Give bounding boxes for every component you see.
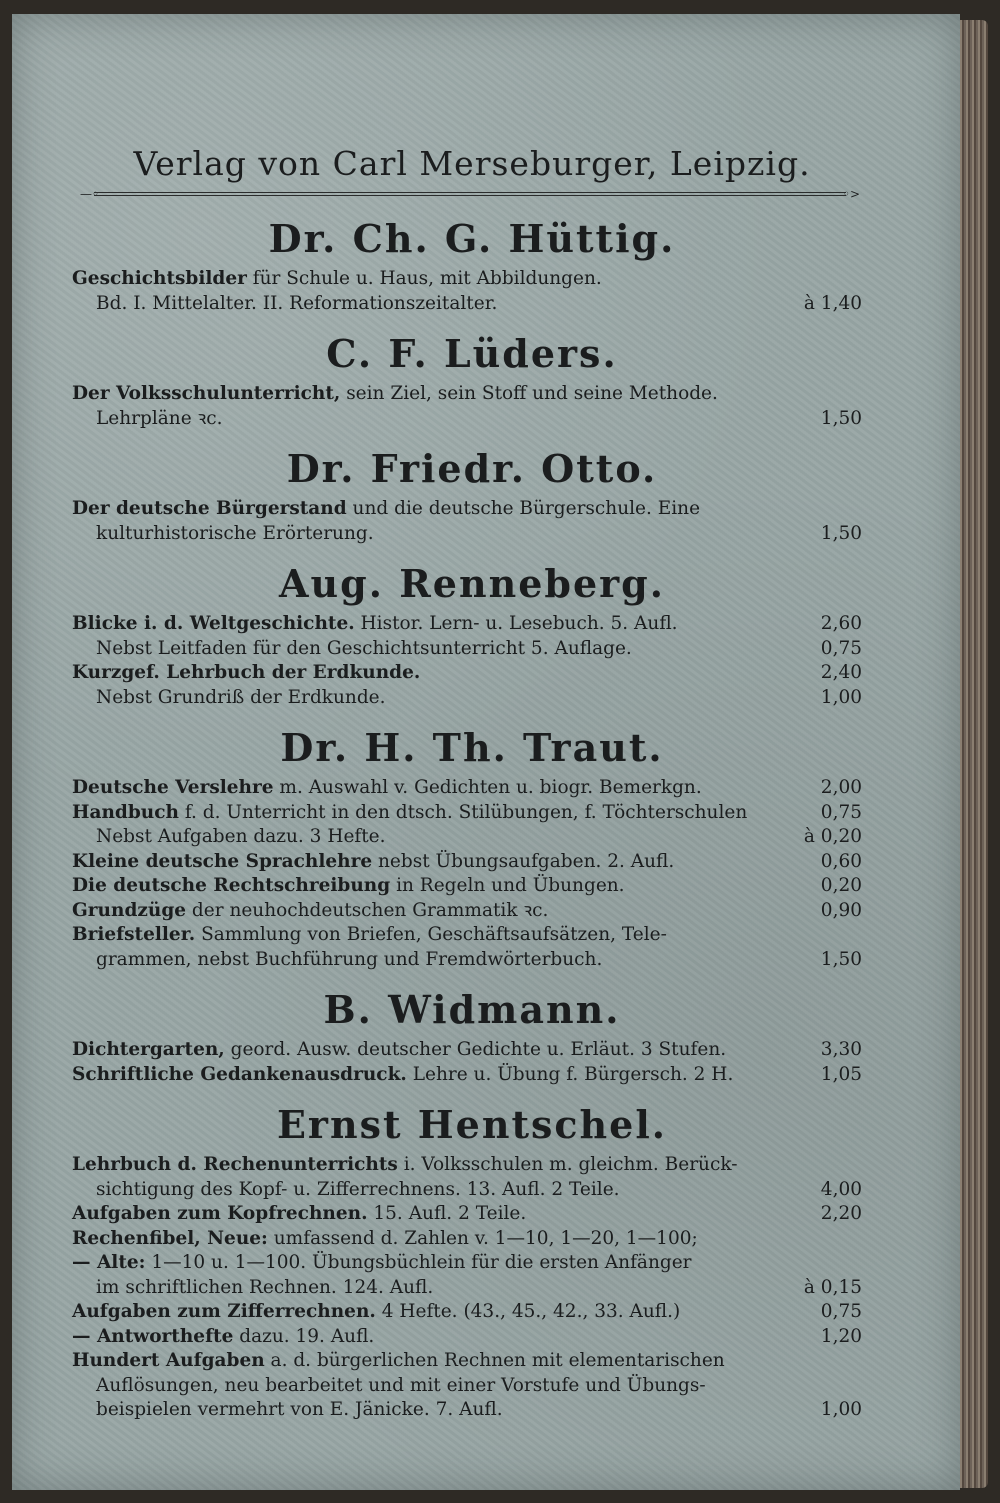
entry-description: Lehre u. Übung f. Bürgersch. 2 H.: [406, 1063, 734, 1085]
entry-price: 1,05: [820, 1063, 862, 1085]
entry-text: [72, 923, 872, 948]
entry-text: [72, 612, 872, 637]
entry-price: 2,20: [820, 1203, 862, 1224]
entry-text: [72, 1325, 872, 1350]
entry-price: 1,00: [820, 1399, 862, 1420]
entry-text: [72, 1349, 872, 1374]
author-heading: C. F. Lüders.: [326, 331, 618, 376]
author-section: [72, 330, 872, 431]
catalog-entry-line: [72, 1251, 872, 1276]
entry-price: 1,20: [820, 1325, 862, 1347]
entry-text: [72, 1202, 872, 1227]
author-section: [72, 724, 872, 972]
entry-text: [72, 1038, 872, 1063]
entry-description: sein Ziel, sein Stoff und seine Methode.: [340, 383, 718, 404]
entry-price: 0,75: [820, 801, 862, 823]
author-section: [72, 445, 872, 546]
entry-price: 2,60: [820, 613, 862, 634]
catalog-entry-line: [72, 1063, 872, 1088]
catalog-entry-line: [72, 776, 872, 801]
catalog-entry-line: [72, 292, 872, 317]
entry-description: umfassend d. Zahlen v. 1—10, 1—20, 1—100;: [267, 1227, 698, 1249]
catalog-entry-line: [72, 1325, 872, 1350]
entry-price: 0,20: [820, 875, 862, 896]
publisher-header: Verlag von Carl Merseburger, Leipzig.: [133, 144, 811, 183]
catalog-entry-line: [72, 948, 872, 973]
author-heading: Dr. H. Th. Traut.: [280, 725, 664, 770]
entry-description: sichtigung des Kopf- u. Zifferrechnens. 13. Aufl. 2 Teile.: [96, 1178, 620, 1200]
catalog-entry-line: [72, 382, 872, 407]
entry-title: Handbuch: [72, 801, 179, 823]
entry-price: 0,75: [820, 1301, 862, 1322]
header-rule: [80, 187, 860, 201]
author-section: [72, 560, 872, 710]
entry-text: [72, 522, 872, 547]
entry-text: [72, 497, 872, 522]
rule-ornament-left: —◦: [80, 187, 100, 201]
entry-text: [72, 1374, 872, 1399]
entry-description: Nebst Grundriß der Erdkunde.: [96, 686, 386, 708]
entry-description: 4 Hefte. (43., 45., 42., 33. Aufl.): [375, 1301, 681, 1322]
author-section: [72, 986, 872, 1087]
entry-text: [72, 1398, 872, 1423]
entry-text: [72, 686, 872, 711]
entry-title: Kurzgef. Lehrbuch der Erdkunde.: [72, 662, 421, 683]
entry-text: [72, 407, 872, 432]
entry-description: Nebst Aufgaben dazu. 3 Hefte.: [96, 826, 386, 847]
entry-text: [72, 1063, 872, 1088]
catalog-entry-line: [72, 1276, 872, 1301]
entry-description: Auflösungen, neu bearbeitet und mit einer Vorstufe und Übungs-: [96, 1374, 706, 1396]
catalog-entry-line: [72, 637, 872, 662]
catalog-page: [12, 14, 960, 1490]
entry-description: Lehrpläne ꝛc.: [96, 407, 223, 429]
catalog-entry-line: [72, 874, 872, 899]
entry-description: nebst Übungsaufgaben. 2. Aufl.: [372, 850, 675, 872]
catalog-entry-line: [72, 686, 872, 711]
entry-text: [72, 1251, 872, 1276]
entry-price: 1,50: [820, 407, 862, 429]
entry-text: [72, 1178, 872, 1203]
entry-description: 15. Aufl. 2 Teile.: [367, 1203, 527, 1224]
entry-title: Schriftliche Gedankenausdruck.: [72, 1063, 407, 1085]
entry-price: à 0,20: [803, 826, 862, 847]
catalog-entry-line: [72, 407, 872, 432]
entry-description: 1—10 u. 1—100. Übungsbüchlein für die ersten Anfänger: [145, 1252, 692, 1273]
catalog-entry-line: [72, 522, 872, 547]
rule-ornament-right: ◦>: [842, 187, 860, 201]
entry-price: à 1,40: [803, 292, 862, 314]
entry-text: [72, 899, 872, 924]
entry-title: — Antworthefte: [72, 1325, 234, 1347]
entry-text: [72, 1300, 872, 1325]
entry-price: à 0,15: [803, 1276, 862, 1298]
entry-description: in Regeln und Übungen.: [390, 875, 625, 896]
entry-title: Aufgaben zum Kopfrechnen.: [72, 1203, 368, 1224]
catalog-entry-line: [72, 1398, 872, 1423]
entry-description: m. Auswahl v. Gedichten u. biogr. Bemerkgn.: [273, 777, 702, 798]
entry-description: f. d. Unterricht in den dtsch. Stilübungen, f. Töchterschulen: [178, 801, 748, 823]
entry-price: 2,40: [820, 662, 862, 683]
entry-text: [72, 801, 872, 826]
entry-price: 3,30: [820, 1039, 862, 1060]
author-heading: Dr. Ch. G. Hüttig.: [268, 216, 676, 261]
author-section: [72, 215, 872, 316]
entry-text: [72, 292, 872, 317]
author-section: [72, 1101, 872, 1423]
entry-title: Aufgaben zum Zifferrechnen.: [72, 1301, 376, 1322]
catalog-entry-line: [72, 1202, 872, 1227]
entry-description: der neuhochdeutschen Grammatik ꝛc.: [186, 899, 549, 921]
author-heading: B. Widmann.: [323, 987, 621, 1032]
entry-title: Rechenfibel, Neue:: [72, 1227, 268, 1249]
entry-title: Die deutsche Rechtschreibung: [72, 875, 391, 896]
entry-text: [72, 661, 872, 686]
entry-text: [72, 637, 872, 662]
entry-description: i. Volksschulen m. gleichm. Berück-: [397, 1154, 738, 1175]
entry-title: Geschichtsbilder: [72, 268, 247, 289]
entry-description: und die deutsche Bürgerschule. Eine: [346, 498, 701, 519]
catalog-entry-line: [72, 825, 872, 850]
entry-price: 4,00: [820, 1178, 862, 1200]
catalog-entry-line: [72, 1038, 872, 1063]
entry-description: im schriftlichen Rechnen. 124. Aufl.: [96, 1276, 434, 1298]
entry-description: dazu. 19. Aufl.: [233, 1325, 375, 1347]
entry-price: 0,90: [820, 899, 862, 921]
entry-description: a. d. bürgerlichen Rechnen mit elementarischen: [264, 1350, 725, 1371]
entry-description: Histor. Lern- u. Lesebuch. 5. Aufl.: [354, 613, 678, 634]
entry-title: Briefsteller.: [72, 924, 196, 945]
catalog-entry-line: [72, 1374, 872, 1399]
entry-text: [72, 1227, 872, 1252]
author-heading: Aug. Renneberg.: [279, 561, 665, 606]
entry-title: Deutsche Verslehre: [72, 777, 274, 798]
entry-description: kulturhistorische Erörterung.: [96, 522, 374, 544]
catalog-entry-line: [72, 1349, 872, 1374]
entry-description: beispielen vermehrt von E. Jänicke. 7. Aufl.: [96, 1399, 503, 1420]
page-content: [72, 144, 872, 1423]
catalog-entry-line: [72, 1227, 872, 1252]
entry-title: Lehrbuch d. Rechenunterrichts: [72, 1154, 398, 1175]
catalog-entry-line: [72, 497, 872, 522]
catalog-entry-line: [72, 801, 872, 826]
catalog-entry-line: [72, 1300, 872, 1325]
entry-price: 0,60: [820, 850, 862, 872]
entry-description: Bd. I. Mittelalter. II. Reformationszeitalter.: [96, 292, 498, 314]
entry-price: 2,00: [820, 777, 862, 798]
catalog-entry-line: [72, 899, 872, 924]
catalog-entry-line: [72, 850, 872, 875]
catalog-entry-line: [72, 661, 872, 686]
entry-description: geord. Ausw. deutscher Gedichte u. Erläut. 3 Stufen.: [224, 1039, 727, 1060]
entry-text: [72, 267, 872, 292]
author-heading: Dr. Friedr. Otto.: [286, 446, 658, 491]
entry-price: 1,00: [820, 686, 862, 708]
entry-title: Hundert Aufgaben: [72, 1350, 265, 1371]
entry-title: Der Volksschulunterricht,: [72, 383, 341, 404]
entry-text: [72, 850, 872, 875]
author-sections: [72, 215, 872, 1423]
entry-text: [72, 874, 872, 899]
entry-price: 1,50: [820, 522, 862, 544]
entry-price: 0,75: [820, 637, 862, 659]
entry-text: [72, 382, 872, 407]
entry-text: [72, 776, 872, 801]
book-page-edges: [958, 20, 988, 1488]
entry-description: Sammlung von Briefen, Geschäftsaufsätzen, Tele-: [195, 924, 667, 945]
catalog-entry-line: [72, 1178, 872, 1203]
entry-description: Nebst Leitfaden für den Geschichtsunterricht 5. Auflage.: [96, 637, 632, 659]
entry-title: Grundzüge: [72, 899, 187, 921]
entry-title: Kleine deutsche Sprachlehre: [72, 850, 373, 872]
entry-description: grammen, nebst Buchführung und Fremdwörterbuch.: [96, 948, 603, 970]
entry-text: [72, 825, 872, 850]
author-heading: Ernst Hentschel.: [276, 1102, 668, 1147]
entry-title: — Alte:: [72, 1252, 146, 1273]
entry-title: Der deutsche Bürgerstand: [72, 498, 347, 519]
entry-title: Blicke i. d. Weltgeschichte.: [72, 613, 355, 634]
catalog-entry-line: [72, 1153, 872, 1178]
entry-text: [72, 948, 872, 973]
catalog-entry-line: [72, 923, 872, 948]
entry-text: [72, 1153, 872, 1178]
entry-description: für Schule u. Haus, mit Abbildungen.: [246, 268, 602, 289]
entry-price: 1,50: [820, 948, 862, 970]
entry-title: Dichtergarten,: [72, 1039, 225, 1060]
catalog-entry-line: [72, 612, 872, 637]
entry-text: [72, 1276, 872, 1301]
catalog-entry-line: [72, 267, 872, 292]
